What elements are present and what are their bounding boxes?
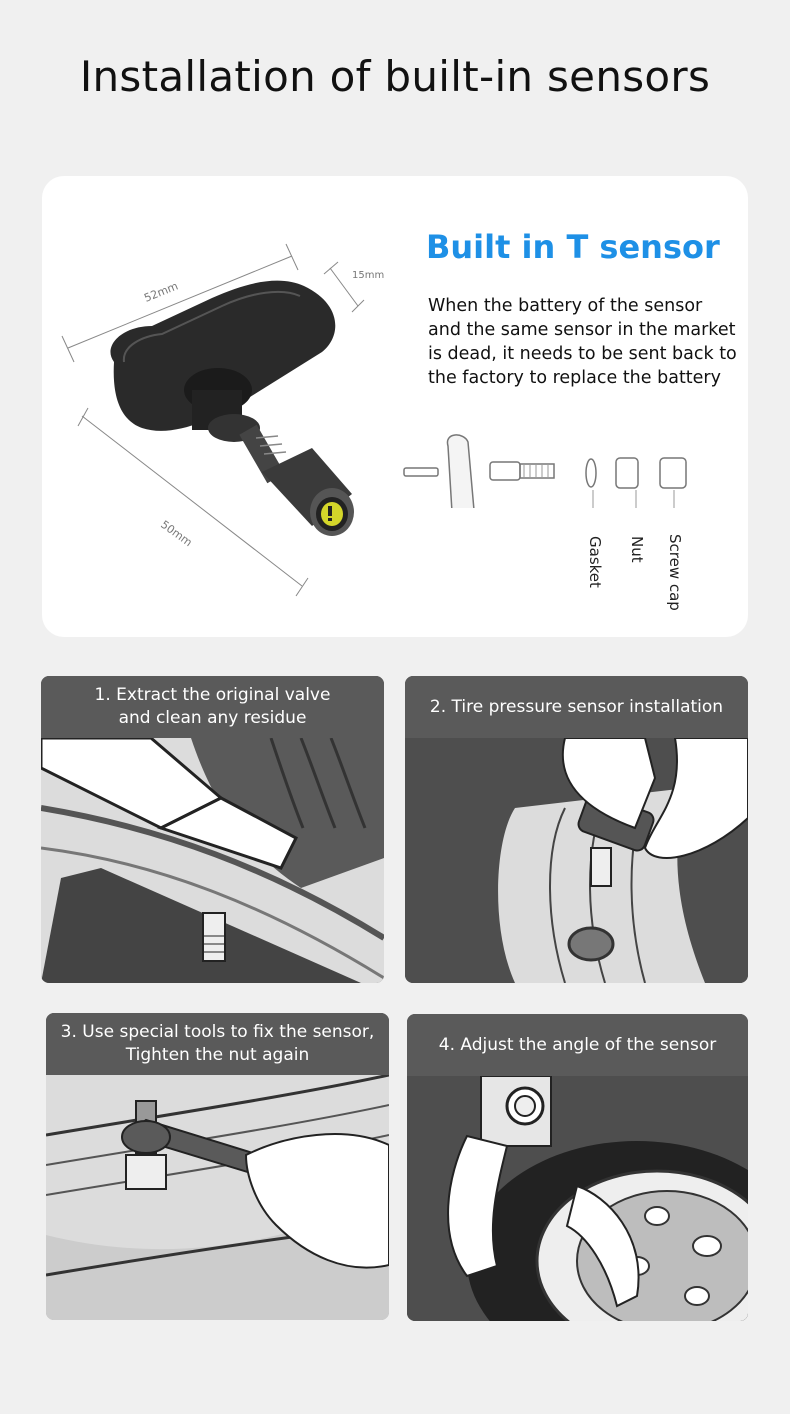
- step-3-line1: 3. Use special tools to fix the sensor,: [60, 1022, 375, 1042]
- step-2-line1: 2. Tire pressure sensor installation: [429, 696, 724, 717]
- step-1-line1: 1. Extract the original valve: [94, 685, 331, 705]
- step-3-illustration: [46, 1075, 389, 1320]
- step-1-illustration: [41, 738, 384, 983]
- exploded-parts-diagram: [398, 428, 698, 508]
- svg-text:52mm: 52mm: [142, 279, 180, 305]
- sensor-description: When the battery of the sensor and the same sensor in the market is dead, it needs to be sent back to the factory to replace the battery: [428, 296, 737, 388]
- step-4-line1: 4. Adjust the angle of the sensor: [438, 1034, 717, 1055]
- step-4-illustration: [407, 1076, 748, 1321]
- svg-text:50mm: 50mm: [158, 517, 195, 550]
- step-card-1: [41, 676, 384, 983]
- step-card-2: [405, 676, 748, 983]
- sensor-photo: [42, 176, 402, 637]
- step-card-3: [46, 1013, 389, 1320]
- step-1-line2: and clean any residue: [118, 708, 307, 728]
- sensor-info-card: [42, 176, 748, 637]
- sensor-title: Built in T sensor: [426, 228, 720, 266]
- step-1-header: [41, 676, 384, 738]
- step-card-4: [407, 1014, 748, 1321]
- part-label-screw-cap: Screw cap: [666, 534, 684, 611]
- svg-text:15mm: 15mm: [352, 270, 385, 281]
- step-4-header: [407, 1014, 748, 1076]
- part-label-nut: Nut: [628, 536, 646, 563]
- step-2-header: [405, 676, 748, 738]
- step-2-illustration: [405, 738, 748, 983]
- step-3-header: [46, 1013, 389, 1075]
- step-3-line2: Tighten the nut again: [125, 1045, 310, 1065]
- page-title: Installation of built-in sensors: [79, 52, 711, 101]
- part-label-gasket: Gasket: [586, 536, 604, 588]
